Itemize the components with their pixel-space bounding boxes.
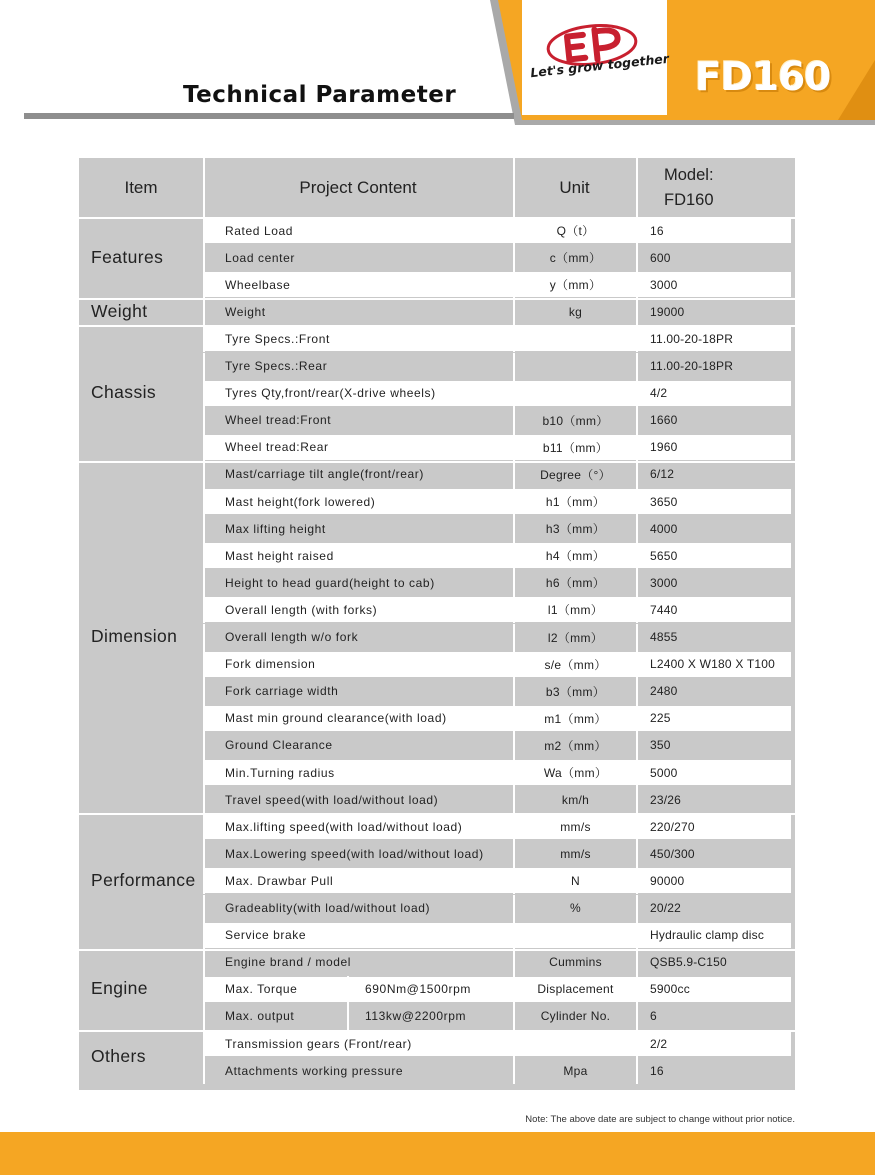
sub-divider xyxy=(347,976,349,1003)
row-divider xyxy=(203,867,205,894)
content-cell: Ground Clearance xyxy=(225,738,333,753)
content-cell: Max.Lowering speed(with load/without load) xyxy=(225,846,484,861)
value-cell: 5000 xyxy=(650,765,678,780)
content-cell: Tyre Specs.:Front xyxy=(225,331,330,346)
value-cell: 3000 xyxy=(650,277,678,292)
row-divider xyxy=(203,353,205,380)
value-cell: 16 xyxy=(650,1063,664,1078)
group-label-features: Features xyxy=(91,246,164,267)
header-divider xyxy=(513,158,515,217)
unit-cell: c（mm） xyxy=(549,251,602,266)
value-cell: 7440 xyxy=(650,602,678,617)
unit-cell: m2（mm） xyxy=(544,738,607,753)
row-divider xyxy=(636,895,638,922)
row-divider xyxy=(636,217,638,244)
row-divider xyxy=(636,596,638,623)
content-cell: Max. output xyxy=(225,1009,295,1024)
value-cell: 2480 xyxy=(650,684,678,699)
row-divider xyxy=(203,976,205,1003)
value-cell: 5900cc xyxy=(650,982,690,997)
unit-cell: Cummins xyxy=(549,955,602,970)
header-model xyxy=(664,158,795,217)
content-cell: Max lifting height xyxy=(225,521,326,536)
group-label-performance: Performance xyxy=(91,869,196,890)
content-cell: Service brake xyxy=(225,928,307,943)
row-divider xyxy=(203,244,205,271)
row-divider xyxy=(203,1057,205,1084)
page-title: Technical Parameter xyxy=(183,82,457,108)
content-cell: Attachments working pressure xyxy=(225,1063,404,1078)
value-cell: 450/300 xyxy=(650,846,695,861)
content-cell: Wheel tread:Rear xyxy=(225,440,329,455)
value-cell: 90000 xyxy=(650,873,685,888)
row-divider xyxy=(203,407,205,434)
group-label-others: Others xyxy=(91,1046,146,1067)
unit-cell: % xyxy=(570,901,581,916)
content-cell: Max. Torque xyxy=(225,982,298,997)
row-divider xyxy=(636,488,638,515)
value-cell: 5650 xyxy=(650,548,678,563)
unit-cell: mm/s xyxy=(560,819,591,834)
header-unit: Unit xyxy=(559,177,590,197)
row-divider xyxy=(636,1003,638,1030)
unit-cell: Displacement xyxy=(537,982,614,997)
unit-cell: h1（mm） xyxy=(545,495,606,510)
unit-cell: Cylinder No. xyxy=(540,1009,611,1024)
value-cell: L2400 X W180 X T100 xyxy=(650,657,775,672)
row-divider xyxy=(636,624,638,651)
unit-cell: N xyxy=(571,873,580,888)
content-cell: Mast min ground clearance(with load) xyxy=(225,711,447,726)
group-label-weight: Weight xyxy=(91,300,148,321)
row-divider xyxy=(203,922,205,949)
row-divider xyxy=(636,759,638,786)
unit-cell: m1（mm） xyxy=(544,711,607,726)
value-cell: 1660 xyxy=(650,413,678,428)
row-divider xyxy=(636,949,638,976)
row-divider xyxy=(636,786,638,813)
row-divider xyxy=(636,1057,638,1084)
content-cell: Min.Turning radius xyxy=(225,765,335,780)
content-value-cell: 690Nm@1500rpm xyxy=(365,982,472,997)
unit-cell: h3（mm） xyxy=(545,522,606,537)
value-cell: 3000 xyxy=(650,575,678,590)
row-divider xyxy=(203,1003,205,1030)
row-divider xyxy=(636,678,638,705)
row-divider xyxy=(203,461,205,488)
row-divider xyxy=(203,325,205,352)
unit-cell: h6（mm） xyxy=(545,576,606,591)
row-divider xyxy=(203,515,205,542)
unit-cell: mm/s xyxy=(560,846,591,861)
value-cell: 20/22 xyxy=(650,901,682,916)
value-cell: QSB5.9-C150 xyxy=(650,955,727,970)
value-cell: 6 xyxy=(650,1009,657,1024)
content-cell: Max. Drawbar Pull xyxy=(225,873,334,888)
row-divider xyxy=(203,895,205,922)
row-divider xyxy=(636,244,638,271)
row-divider xyxy=(636,651,638,678)
row-divider xyxy=(636,515,638,542)
row-divider xyxy=(203,542,205,569)
row-divider xyxy=(203,786,205,813)
unit-cell xyxy=(515,325,636,352)
unit-cell: y（mm） xyxy=(549,278,602,293)
header-divider xyxy=(636,158,638,217)
value-cell: 1960 xyxy=(650,440,678,455)
row-divider xyxy=(203,569,205,596)
row-divider xyxy=(203,380,205,407)
row-divider xyxy=(636,461,638,488)
row-divider xyxy=(203,813,205,840)
row-divider xyxy=(636,353,638,380)
footer-bar xyxy=(0,1132,875,1175)
row-divider xyxy=(203,271,205,298)
content-cell: Fork dimension xyxy=(225,657,316,672)
row-divider xyxy=(203,434,205,461)
unit-cell: b11（mm） xyxy=(542,440,609,455)
group-label-chassis: Chassis xyxy=(91,382,157,403)
value-cell: 600 xyxy=(650,250,671,265)
row-divider xyxy=(203,678,205,705)
row-divider xyxy=(203,949,205,976)
content-cell: Mast height raised xyxy=(225,548,334,563)
unit-cell xyxy=(515,380,636,407)
row-divider xyxy=(636,271,638,298)
value-cell: 23/26 xyxy=(650,792,682,807)
header-item: Item xyxy=(124,177,158,197)
row-divider xyxy=(203,596,205,623)
content-cell: Wheel tread:Front xyxy=(225,413,332,428)
unit-cell: Degree（°） xyxy=(540,467,611,482)
content-cell: Transmission gears (Front/rear) xyxy=(225,1036,412,1051)
row-divider xyxy=(203,705,205,732)
content-cell: Height to head guard(height to cab) xyxy=(225,575,435,590)
sub-divider xyxy=(347,1003,349,1030)
unit-cell: s/e（mm） xyxy=(544,657,607,672)
logo-tagline: Let's grow together xyxy=(529,50,670,81)
unit-cell: h4（mm） xyxy=(545,549,606,564)
value-cell: 11.00-20-18PR xyxy=(650,331,734,346)
value-cell: 220/270 xyxy=(650,819,695,834)
title-underline xyxy=(24,113,514,119)
row-divider xyxy=(203,651,205,678)
row-divider xyxy=(636,298,638,325)
value-cell: 19000 xyxy=(650,304,685,319)
row-divider xyxy=(636,407,638,434)
unit-cell: l1（mm） xyxy=(547,603,604,618)
row-divider xyxy=(636,569,638,596)
row-divider xyxy=(636,705,638,732)
row-divider xyxy=(636,434,638,461)
content-value-cell: 113kw@2200rpm xyxy=(365,1009,467,1024)
group-label-dimension: Dimension xyxy=(91,626,178,647)
content-cell: Tyre Specs.:Rear xyxy=(225,359,328,374)
row-divider xyxy=(636,813,638,840)
unit-cell: kg xyxy=(568,304,583,319)
unit-cell: b3（mm） xyxy=(545,684,606,699)
row-divider xyxy=(636,867,638,894)
content-cell: Overall length (with forks) xyxy=(225,602,378,617)
row-divider xyxy=(636,976,638,1003)
row-divider xyxy=(203,759,205,786)
value-cell: 350 xyxy=(650,738,671,753)
header-model-name: FD160 xyxy=(664,190,714,209)
unit-cell: b10（mm） xyxy=(542,413,609,428)
row-divider xyxy=(636,325,638,352)
content-cell: Mast height(fork lowered) xyxy=(225,494,376,509)
header-project-content: Project Content xyxy=(299,177,417,197)
spec-table xyxy=(79,158,795,1090)
row-divider xyxy=(203,217,205,244)
unit-cell: Wa（mm） xyxy=(543,766,608,781)
row-divider xyxy=(636,542,638,569)
content-cell: Rated Load xyxy=(225,223,294,238)
content-cell: Engine brand / model xyxy=(225,955,352,970)
row-divider xyxy=(203,624,205,651)
unit-cell xyxy=(515,353,636,380)
value-cell: Hydraulic clamp disc xyxy=(650,928,765,943)
row-divider xyxy=(203,732,205,759)
row-divider xyxy=(203,1030,205,1057)
unit-cell: l2（mm） xyxy=(547,630,604,645)
header-model-label: Model: xyxy=(664,165,714,184)
unit-cell: km/h xyxy=(561,792,590,807)
row-divider xyxy=(636,922,638,949)
content-cell: Max.lifting speed(with load/without load) xyxy=(225,819,463,834)
header-divider xyxy=(203,158,205,217)
row-divider xyxy=(203,840,205,867)
content-cell: Overall length w/o fork xyxy=(225,630,359,645)
unit-cell xyxy=(515,922,636,949)
content-cell: Mast/carriage tilt angle(front/rear) xyxy=(225,467,424,482)
row-divider xyxy=(636,1030,638,1057)
content-cell: Wheelbase xyxy=(225,277,291,292)
group-label-engine: Engine xyxy=(91,978,148,999)
content-cell: Weight xyxy=(225,304,266,319)
value-cell: 2/2 xyxy=(650,1036,668,1051)
unit-cell xyxy=(515,1030,636,1057)
unit-cell: Mpa xyxy=(563,1063,588,1078)
content-cell: Tyres Qty,front/rear(X-drive wheels) xyxy=(225,386,436,401)
value-cell: 3650 xyxy=(650,494,678,509)
row-divider xyxy=(203,488,205,515)
row-divider xyxy=(636,732,638,759)
model-badge: FD160 xyxy=(695,55,831,100)
footnote: Note: The above date are subject to change without prior notice. xyxy=(525,1114,795,1125)
content-cell: Travel speed(with load/without load) xyxy=(225,792,439,807)
row-divider xyxy=(203,298,205,325)
value-cell: 4/2 xyxy=(650,386,668,401)
content-cell: Gradeablity(with load/without load) xyxy=(225,901,431,916)
content-cell: Fork carriage width xyxy=(225,684,339,699)
value-cell: 6/12 xyxy=(650,467,675,482)
value-cell: 4855 xyxy=(650,630,678,645)
unit-cell: Q（t） xyxy=(556,224,595,239)
row-divider xyxy=(636,840,638,867)
value-cell: 16 xyxy=(650,223,664,238)
value-cell: 4000 xyxy=(650,521,678,536)
content-cell: Load center xyxy=(225,250,295,265)
row-divider xyxy=(636,380,638,407)
value-cell: 11.00-20-18PR xyxy=(650,359,734,374)
value-cell: 225 xyxy=(650,711,671,726)
